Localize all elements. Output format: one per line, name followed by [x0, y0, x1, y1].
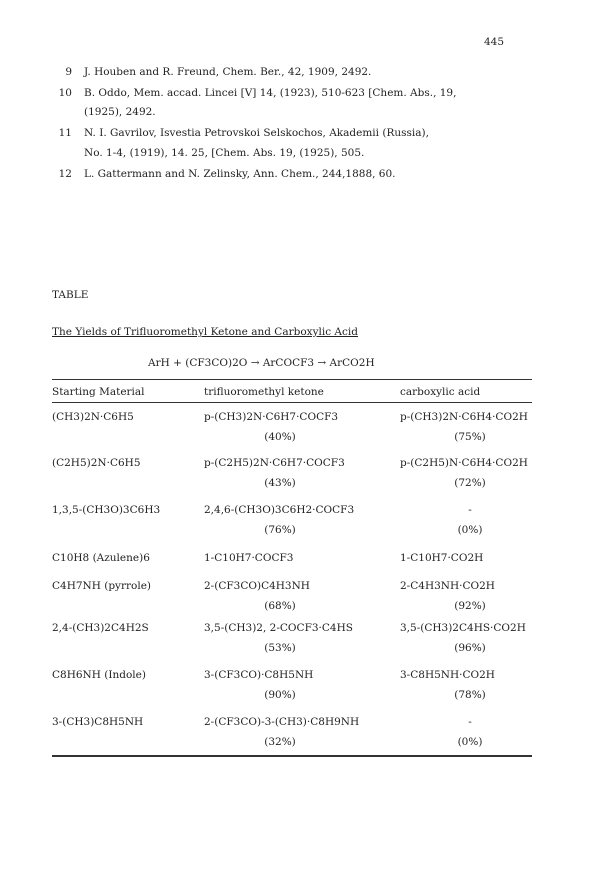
table-label: TABLE: [52, 289, 89, 301]
acid-product: p-(CH3)2N·C6H4·CO2H: [400, 411, 528, 423]
starting-material: 1,3,5-(CH3O)3C6H3: [52, 504, 161, 516]
starting-material: C8H6NH (Indole): [52, 669, 146, 681]
reference-line: (1925), 2492.: [84, 106, 156, 118]
reference-line: N. I. Gavrilov, Isvestia Petrovskoi Selskochos, Akademii (Russia),: [84, 127, 429, 139]
starting-material: 3-(CH3)C8H5NH: [52, 716, 144, 728]
acid-product: 2-C4H3NH·CO2H: [400, 580, 495, 592]
acid-product: -: [468, 504, 472, 516]
reference-line: No. 1-4, (1919), 14. 25, [Chem. Abs. 19, (1925), 505.: [84, 147, 365, 159]
ketone-product: 2,4,6-(CH3O)3C6H2·COCF3: [204, 504, 355, 516]
acid-yield: (75%): [454, 431, 486, 443]
ketone-yield: (40%): [264, 431, 296, 443]
acid-yield: (78%): [454, 689, 486, 701]
ketone-product: 2-(CF3CO)-3-(CH3)·C8H9NH: [204, 716, 360, 728]
acid-yield: (0%): [457, 524, 483, 536]
ketone-product: p-(CH3)2N·C6H7·COCF3: [204, 411, 339, 423]
reference-line: B. Oddo, Mem. accad. Lincei [V] 14, (1923), 510-623 [Chem. Abs., 19,: [84, 87, 457, 99]
table-title: The Yields of Trifluoromethyl Ketone and Carboxylic Acid: [52, 326, 358, 338]
starting-material: C4H7NH (pyrrole): [52, 580, 152, 592]
table-top-rule: [52, 379, 532, 380]
acid-yield: (72%): [454, 477, 486, 489]
column-header-material: Starting Material: [52, 386, 145, 398]
header-rule: [52, 402, 532, 403]
starting-material: 2,4-(CH3)2C4H2S: [52, 622, 149, 634]
ketone-yield: (76%): [264, 524, 296, 536]
acid-yield: (96%): [454, 642, 486, 654]
acid-yield: (92%): [454, 600, 486, 612]
ketone-product: 3,5-(CH3)2, 2-COCF3·C4HS: [204, 622, 353, 634]
ketone-yield: (68%): [264, 600, 296, 612]
acid-yield: (0%): [457, 736, 483, 748]
acid-product: -: [468, 716, 472, 728]
ketone-yield: (90%): [264, 689, 296, 701]
acid-product: p-(C2H5)N·C6H4·CO2H: [400, 457, 528, 469]
ketone-product: p-(C2H5)2N·C6H7·COCF3: [204, 457, 345, 469]
column-header-ketone: trifluoromethyl ketone: [204, 386, 324, 398]
reference-number: 9: [65, 66, 72, 78]
column-header-acid: carboxylic acid: [400, 386, 481, 398]
ketone-product: 3-(CF3CO)·C8H5NH: [204, 669, 314, 681]
acid-product: 3-C8H5NH·CO2H: [400, 669, 495, 681]
table-bottom-rule: [52, 755, 532, 757]
reference-number: 10: [58, 87, 72, 99]
acid-product: 1-C10H7·CO2H: [400, 552, 484, 564]
ketone-yield: (32%): [264, 736, 296, 748]
reference-line: J. Houben and R. Freund, Chem. Ber., 42, 1909, 2492.: [84, 66, 372, 78]
reference-line: L. Gattermann and N. Zelinsky, Ann. Chem., 244,1888, 60.: [84, 168, 396, 180]
ketone-product: 1-C10H7·COCF3: [204, 552, 294, 564]
starting-material: (CH3)2N·C6H5: [52, 411, 134, 423]
starting-material: (C2H5)2N·C6H5: [52, 457, 141, 469]
page-number: 445: [484, 36, 505, 48]
ketone-yield: (43%): [264, 477, 296, 489]
reference-number: 11: [58, 127, 72, 139]
ketone-product: 2-(CF3CO)C4H3NH: [204, 580, 310, 592]
acid-product: 3,5-(CH3)2C4HS·CO2H: [400, 622, 526, 634]
starting-material: C10H8 (Azulene)6: [52, 552, 150, 564]
reference-number: 12: [58, 168, 72, 180]
reaction-equation: ArH + (CF3CO)2O → ArCOCF3 → ArCO2H: [148, 357, 375, 369]
ketone-yield: (53%): [264, 642, 296, 654]
